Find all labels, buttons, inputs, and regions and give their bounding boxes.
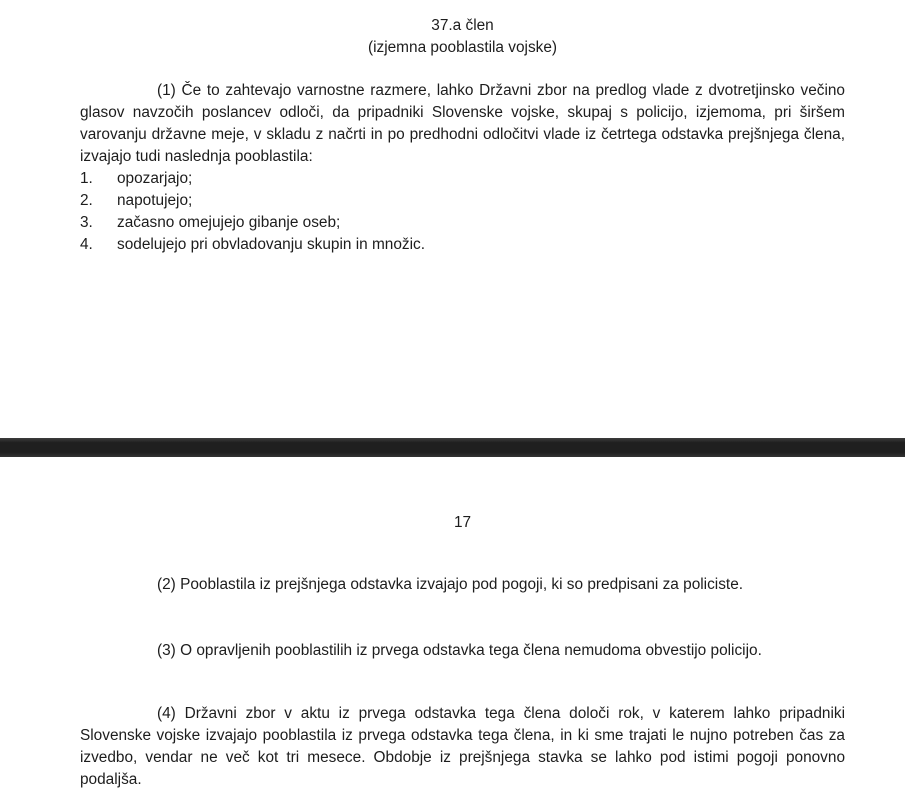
authority-list	[80, 168, 845, 256]
list-item-text: sodelujejo pri obvladovanju skupin in množic.	[117, 236, 425, 253]
page-break-separator	[0, 438, 905, 457]
list-item	[80, 190, 845, 212]
list-item-number: 2.	[80, 192, 93, 209]
page-number: 17	[453, 514, 472, 531]
article-body-page2-cont2	[80, 703, 845, 791]
list-item	[80, 234, 845, 256]
article-body-page1	[80, 80, 845, 256]
list-item-number: 4.	[80, 236, 93, 253]
list-item	[80, 212, 845, 234]
paragraph-1: (1) Če to zahtevajo varnostne razmere, lahko Državni zbor na predlog vlade z dvotretjinsko večino glasov navzočih poslancev odloči, da pripadniki Slovenske vojske, skupaj s policijo, izjemoma, pri širšem varovanju državne meje, v skladu z načrti in po predhodni odločitvi vlade iz četrtega odstavka prejšnjega člena, izvajajo tudi naslednja pooblastila:	[80, 82, 845, 165]
paragraph-3: (3) O opravljenih pooblastilih iz prvega odstavka tega člena nemudoma obvestijo policijo.	[157, 642, 762, 659]
list-item-text: začasno omejujejo gibanje oseb;	[117, 214, 341, 231]
paragraph-4: (4) Državni zbor v aktu iz prvega odstavka tega člena določi rok, v katerem lahko pripadniki Slovenske vojske izvajajo pooblastila iz prvega odstavka tega člena, in ki sme trajati le nujno potreben čas za izvedbo, vendar ne več kot tri mesece. Obdobje iz prejšnjega stavka se lahko pod istimi pogoji ponovno podaljša.	[80, 705, 845, 788]
article-body-page2-cont	[80, 640, 845, 662]
list-item-text: opozarjajo;	[117, 170, 193, 187]
paragraph-2: (2) Pooblastila iz prejšnjega odstavka izvajajo pod pogoji, ki so predpisani za policiste.	[157, 576, 744, 593]
article-number: 37.a člen	[431, 17, 494, 34]
article-title: (izjemna pooblastila vojske)	[367, 39, 558, 56]
list-item-number: 1.	[80, 170, 93, 187]
list-item-number: 3.	[80, 214, 93, 231]
list-item	[80, 168, 845, 190]
article-header	[80, 15, 845, 59]
article-body-page2	[80, 574, 845, 596]
list-item-text: napotujejo;	[117, 192, 193, 209]
